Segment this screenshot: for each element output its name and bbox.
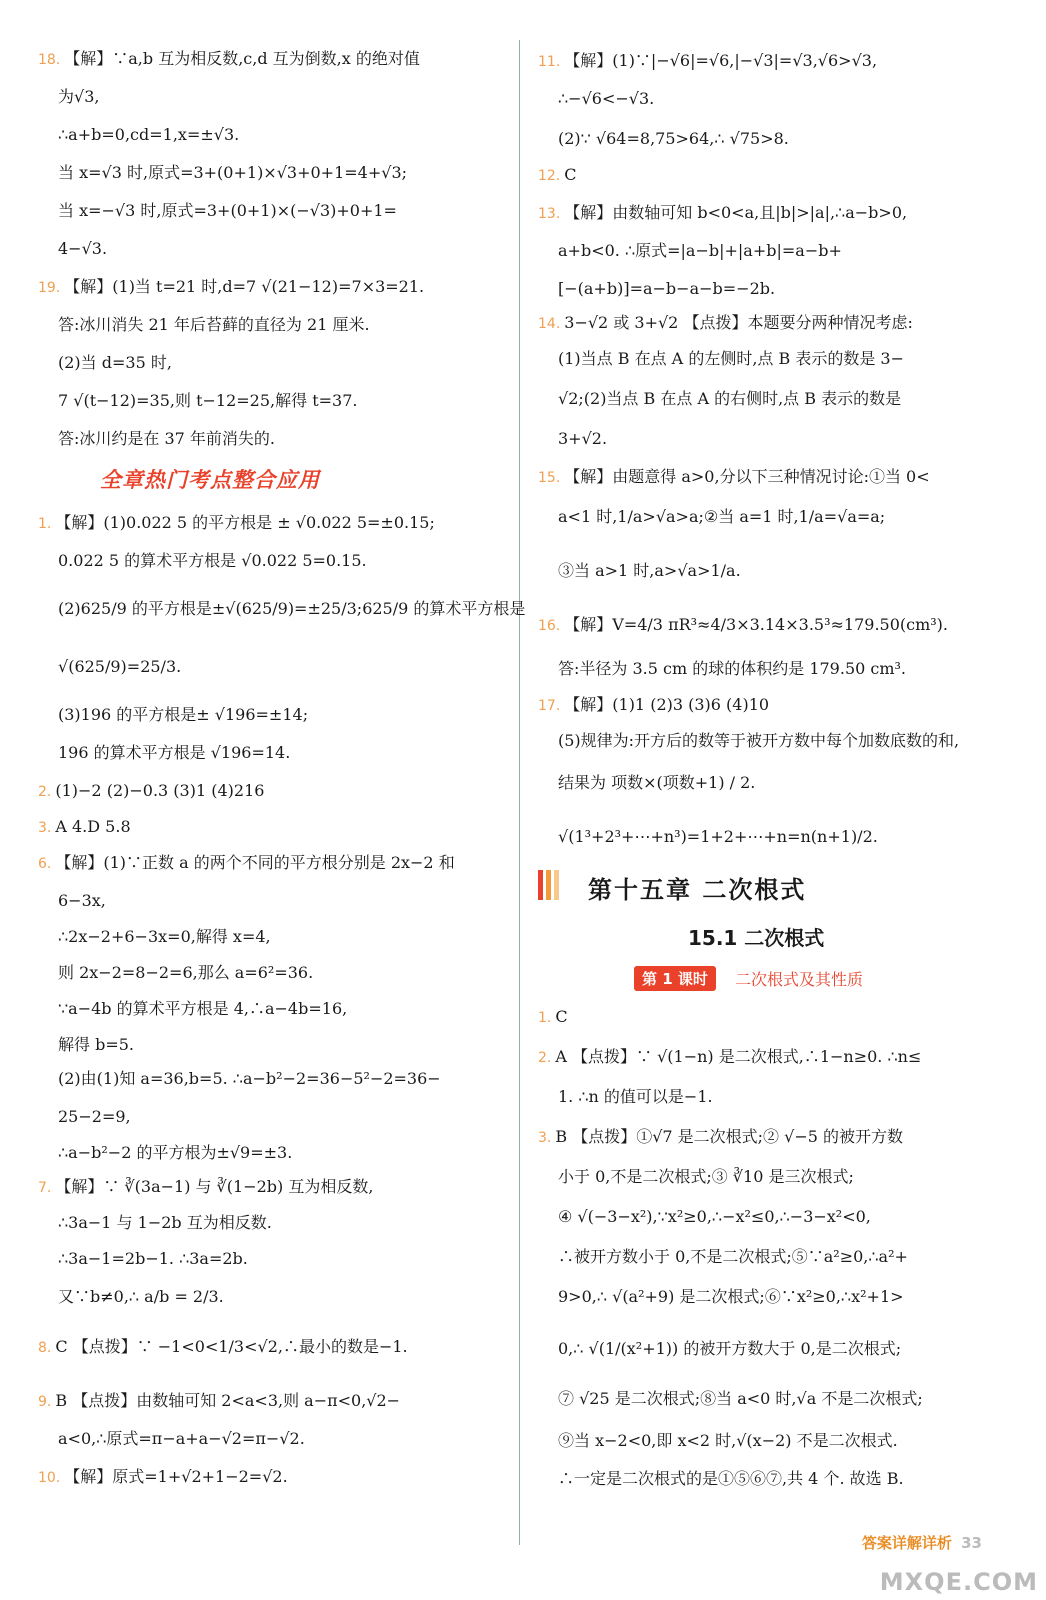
answer-line bbox=[38, 550, 367, 572]
answer-line bbox=[538, 164, 577, 187]
answer-text: 【解】原式=1+√2+1−2=√2. bbox=[64, 1467, 288, 1486]
answer-line bbox=[538, 1166, 854, 1188]
answer-text: 【解】(1)∵|−√6|=√6,|−√3|=√3,√6>√3, bbox=[564, 51, 878, 70]
watermark: MXQE.COM bbox=[879, 1568, 1038, 1596]
chapter-title: 第十五章 二次根式 bbox=[588, 876, 807, 904]
answer-text: 解得 b=5. bbox=[58, 1035, 135, 1054]
question-number: 15. bbox=[538, 470, 561, 486]
question-number: 19. bbox=[38, 280, 61, 296]
answer-line bbox=[538, 1246, 908, 1268]
answer-line bbox=[538, 348, 904, 370]
question-number: 13. bbox=[538, 206, 561, 222]
answer-line bbox=[538, 730, 959, 752]
answer-line bbox=[38, 852, 455, 875]
answer-text: B 【点拨】由数轴可知 2<a<3,则 a−π<0,√2− bbox=[55, 1391, 401, 1410]
answer-text: ∴3a−1 与 1−2b 互为相反数. bbox=[58, 1213, 272, 1232]
answer-text: ∴2x−2+6−3x=0,解得 x=4, bbox=[58, 927, 271, 946]
question-number: 7. bbox=[38, 1180, 52, 1196]
answer-line bbox=[538, 88, 654, 110]
question-number: 12. bbox=[538, 168, 561, 184]
answer-line bbox=[38, 1428, 305, 1450]
answer-line bbox=[538, 128, 789, 150]
question-number: 1. bbox=[38, 516, 52, 532]
answer-line bbox=[538, 1126, 903, 1149]
answer-line bbox=[538, 1430, 898, 1452]
answer-text: [−(a+b)]=a−b−a−b=−2b. bbox=[558, 279, 776, 298]
chapter-bar-light bbox=[554, 870, 559, 900]
answer-line bbox=[38, 1212, 272, 1234]
question-number: 2. bbox=[38, 784, 52, 800]
answer-text: ∴一定是二次根式的是①⑤⑥⑦,共 4 个. 故选 B. bbox=[558, 1469, 904, 1488]
answer-line bbox=[38, 124, 239, 146]
answer-line bbox=[538, 50, 877, 73]
answer-line bbox=[38, 200, 397, 222]
answer-line bbox=[538, 1388, 923, 1410]
answer-text: 9>0,∴ √(a²+9) 是二次根式;⑥∵x²≥0,∴x²+1> bbox=[558, 1287, 904, 1306]
answer-line bbox=[38, 428, 275, 450]
answer-line bbox=[38, 512, 435, 535]
answer-line bbox=[538, 694, 769, 717]
answer-text: C 【点拨】∵ −1<0<1/3<√2,∴最小的数是−1. bbox=[55, 1337, 408, 1356]
column-divider bbox=[519, 40, 520, 1545]
question-number: 14. bbox=[538, 316, 561, 332]
answer-line bbox=[538, 560, 741, 582]
answer-text: (3)196 的平方根是± √196=±14; bbox=[58, 705, 309, 724]
answer-text: A 【点拨】∵ √(1−n) 是二次根式,∴1−n≥0. ∴n≤ bbox=[555, 1047, 922, 1066]
answer-line bbox=[38, 1466, 288, 1489]
answer-line bbox=[538, 466, 930, 489]
answer-text: 0.022 5 的算术平方根是 √0.022 5=0.15. bbox=[58, 551, 367, 570]
answer-line bbox=[38, 816, 131, 839]
answer-text: 为√3, bbox=[58, 87, 100, 106]
answer-line bbox=[538, 614, 948, 637]
answer-line bbox=[38, 1390, 400, 1413]
answer-text: (2)由(1)知 a=36,b=5. ∴a−b²−2=36−5²−2=36− bbox=[58, 1069, 441, 1088]
answer-text: C bbox=[555, 1007, 568, 1026]
answer-line bbox=[538, 772, 755, 794]
answer-text: 1. ∴n 的值可以是−1. bbox=[558, 1087, 713, 1106]
answer-line bbox=[38, 656, 181, 678]
answer-text: ∴3a−1=2b−1. ∴3a=2b. bbox=[58, 1249, 248, 1268]
answer-text: 【解】由题意得 a>0,分以下三种情况讨论:①当 0< bbox=[564, 467, 930, 486]
question-number: 8. bbox=[38, 1340, 52, 1356]
answer-line bbox=[38, 48, 420, 71]
answer-text: (2)625/9 的平方根是±√(625/9)=±25/3;625/9 的算术平方根是 bbox=[58, 599, 526, 618]
question-number: 16. bbox=[538, 618, 561, 634]
answer-line bbox=[38, 742, 290, 764]
answer-text: 3+√2. bbox=[558, 429, 608, 448]
lesson-badge: 第 1 课时 bbox=[634, 966, 716, 991]
answer-line bbox=[38, 86, 99, 108]
answer-text: 【解】(1)1 (2)3 (3)6 (4)10 bbox=[564, 695, 770, 714]
answer-text: ④ √(−3−x²),∵x²≥0,∴−x²≤0,∴−3−x²<0, bbox=[558, 1207, 871, 1226]
answer-line bbox=[38, 314, 370, 336]
answer-line bbox=[538, 1206, 871, 1228]
answer-text: a+b<0. ∴原式=|a−b|+|a+b|=a−b+ bbox=[558, 241, 842, 260]
answer-text: 小于 0,不是二次根式;③ ∛10 是三次根式; bbox=[558, 1167, 854, 1186]
answer-line bbox=[538, 312, 913, 335]
answer-text: C bbox=[564, 165, 577, 184]
answer-line bbox=[538, 1468, 904, 1490]
answer-text: ∴−√6<−√3. bbox=[558, 89, 655, 108]
answer-text: (1)−2 (2)−0.3 (3)1 (4)216 bbox=[55, 781, 265, 800]
answer-text: ∴a+b=0,cd=1,x=±√3. bbox=[58, 125, 240, 144]
answer-text: √(625/9)=25/3. bbox=[58, 657, 182, 676]
answer-line bbox=[538, 1338, 901, 1360]
answer-text: a<1 时,1/a>√a>a;②当 a=1 时,1/a=√a=a; bbox=[558, 507, 886, 526]
footer-label: 答案详解详析 bbox=[861, 1534, 952, 1552]
answer-line bbox=[38, 162, 407, 184]
question-number: 3. bbox=[538, 1130, 552, 1146]
answer-text: (1)当点 B 在点 A 的左侧时,点 B 表示的数是 3− bbox=[558, 349, 905, 368]
answer-text: (2)当 d=35 时, bbox=[58, 353, 172, 372]
answer-text: 【解】∵a,b 互为相反数,c,d 互为倒数,x 的绝对值 bbox=[64, 49, 420, 68]
answer-text: 当 x=√3 时,原式=3+(0+1)×√3+0+1=4+√3; bbox=[58, 163, 408, 182]
answer-text: B 【点拨】①√7 是二次根式;② √−5 的被开方数 bbox=[555, 1127, 904, 1146]
answer-line bbox=[538, 278, 775, 300]
answer-text: A 4.D 5.8 bbox=[55, 817, 131, 836]
answer-text: 【解】(1)∵正数 a 的两个不同的平方根分别是 2x−2 和 bbox=[55, 853, 455, 872]
answer-text: 答:冰川约是在 37 年前消失的. bbox=[58, 429, 276, 448]
answer-line bbox=[538, 240, 842, 262]
question-number: 17. bbox=[538, 698, 561, 714]
answer-line bbox=[538, 1046, 921, 1069]
answer-line bbox=[538, 658, 906, 680]
answer-line bbox=[38, 1068, 441, 1090]
answer-line bbox=[38, 1286, 224, 1308]
answer-line bbox=[38, 352, 172, 374]
answer-text: 当 x=−√3 时,原式=3+(0+1)×(−√3)+0+1= bbox=[58, 201, 397, 220]
answer-text: 3−√2 或 3+√2 【点拨】本题要分两种情况考虑: bbox=[564, 313, 913, 332]
question-number: 1. bbox=[538, 1010, 552, 1026]
answer-line bbox=[38, 890, 106, 912]
answer-text: 7 √(t−12)=35,则 t−12=25,解得 t=37. bbox=[58, 391, 358, 410]
question-number: 18. bbox=[38, 52, 61, 68]
answer-line bbox=[538, 1286, 904, 1308]
answer-line bbox=[38, 926, 271, 948]
answer-text: ∴a−b²−2 的平方根为±√9=±3. bbox=[58, 1143, 293, 1162]
answer-line bbox=[38, 1176, 373, 1199]
chapter-bar-red bbox=[538, 870, 543, 900]
answer-line bbox=[38, 390, 358, 412]
answer-text: 4−√3. bbox=[58, 239, 108, 258]
page-footer bbox=[862, 1532, 982, 1553]
answer-text: 答:半径为 3.5 cm 的球的体积约是 179.50 cm³. bbox=[558, 659, 907, 678]
answer-line bbox=[38, 704, 308, 726]
answer-line bbox=[538, 428, 607, 450]
answer-text: 答:冰川消失 21 年后苔藓的直径为 21 厘米. bbox=[58, 315, 370, 334]
answer-text: 6−3x, bbox=[58, 891, 106, 910]
answer-line bbox=[538, 506, 885, 528]
chapter-header bbox=[538, 866, 1008, 906]
answer-line bbox=[538, 826, 878, 848]
answer-text: 结果为 项数×(项数+1) / 2. bbox=[558, 773, 756, 792]
question-number: 3. bbox=[38, 820, 52, 836]
question-number: 10. bbox=[38, 1470, 61, 1486]
answer-text: ③当 a>1 时,a>√a>1/a. bbox=[558, 561, 741, 580]
answer-text: 25−2=9, bbox=[58, 1107, 131, 1126]
answer-text: (2)∵ √64=8,75>64,∴ √75>8. bbox=[558, 129, 789, 148]
answer-text: 【解】V=4/3 πR³≈4/3×3.14×3.5³≈179.50(cm³). bbox=[564, 615, 949, 634]
answer-text: ∵a−4b 的算术平方根是 4,∴a−4b=16, bbox=[58, 999, 348, 1018]
integration-heading: 全章热门考点整合应用 bbox=[100, 468, 320, 492]
answer-line bbox=[538, 202, 907, 225]
answer-line bbox=[38, 1034, 134, 1056]
answer-text: a<0,∴原式=π−a+a−√2=π−√2. bbox=[58, 1429, 305, 1448]
question-number: 11. bbox=[538, 54, 561, 70]
answer-text: ⑨当 x−2<0,即 x<2 时,√(x−2) 不是二次根式. bbox=[558, 1431, 898, 1450]
answer-text: 0,∴ √(1/(x²+1)) 的被开方数大于 0,是二次根式; bbox=[558, 1339, 902, 1358]
chapter-bar-orange bbox=[546, 870, 551, 900]
answer-text: (5)规律为:开方后的数等于被开方数中每个加数底数的和, bbox=[558, 731, 960, 750]
answer-text: √(1³+2³+⋯+n³)=1+2+⋯+n=n(n+1)/2. bbox=[558, 827, 878, 846]
lesson-header bbox=[634, 966, 863, 992]
question-number: 9. bbox=[38, 1394, 52, 1410]
answer-line bbox=[538, 388, 901, 410]
answer-line bbox=[38, 962, 313, 984]
answer-text: 【解】(1)当 t=21 时,d=7 √(21−12)=7×3=21. bbox=[64, 277, 425, 296]
answer-text: ⑦ √25 是二次根式;⑧当 a<0 时,√a 不是二次根式; bbox=[558, 1389, 923, 1408]
answer-text: ∴被开方数小于 0,不是二次根式;⑤∵a²≥0,∴a²+ bbox=[558, 1247, 908, 1266]
answer-line bbox=[38, 1248, 248, 1270]
answer-text: 【解】∵ ∛(3a−1) 与 ∛(1−2b) 互为相反数, bbox=[55, 1177, 374, 1196]
answer-line bbox=[38, 998, 347, 1020]
answer-line bbox=[38, 1336, 408, 1359]
answer-line bbox=[38, 276, 424, 299]
page-number: 33 bbox=[961, 1534, 982, 1552]
question-number: 2. bbox=[538, 1050, 552, 1066]
question-number: 6. bbox=[38, 856, 52, 872]
answer-line bbox=[38, 238, 107, 260]
answer-line bbox=[538, 1006, 568, 1029]
answer-text: 又∵b≠0,∴ a/b = 2/3. bbox=[58, 1287, 224, 1306]
answer-text: 196 的算术平方根是 √196=14. bbox=[58, 743, 291, 762]
answer-line bbox=[538, 1086, 713, 1108]
section-title: 15.1 二次根式 bbox=[688, 926, 825, 950]
answer-text: 则 2x−2=8−2=6,那么 a=6²=36. bbox=[58, 963, 314, 982]
answer-text: 【解】(1)0.022 5 的平方根是 ± √0.022 5=±0.15; bbox=[55, 513, 435, 532]
answer-line bbox=[38, 1142, 292, 1164]
answer-line bbox=[38, 598, 525, 620]
answer-text: √2;(2)当点 B 在点 A 的右侧时,点 B 表示的数是 bbox=[558, 389, 902, 408]
answer-text: 【解】由数轴可知 b<0<a,且|b|>|a|,∴a−b>0, bbox=[564, 203, 908, 222]
answer-line bbox=[38, 1106, 131, 1128]
answer-line bbox=[38, 780, 264, 803]
lesson-title: 二次根式及其性质 bbox=[734, 970, 863, 989]
